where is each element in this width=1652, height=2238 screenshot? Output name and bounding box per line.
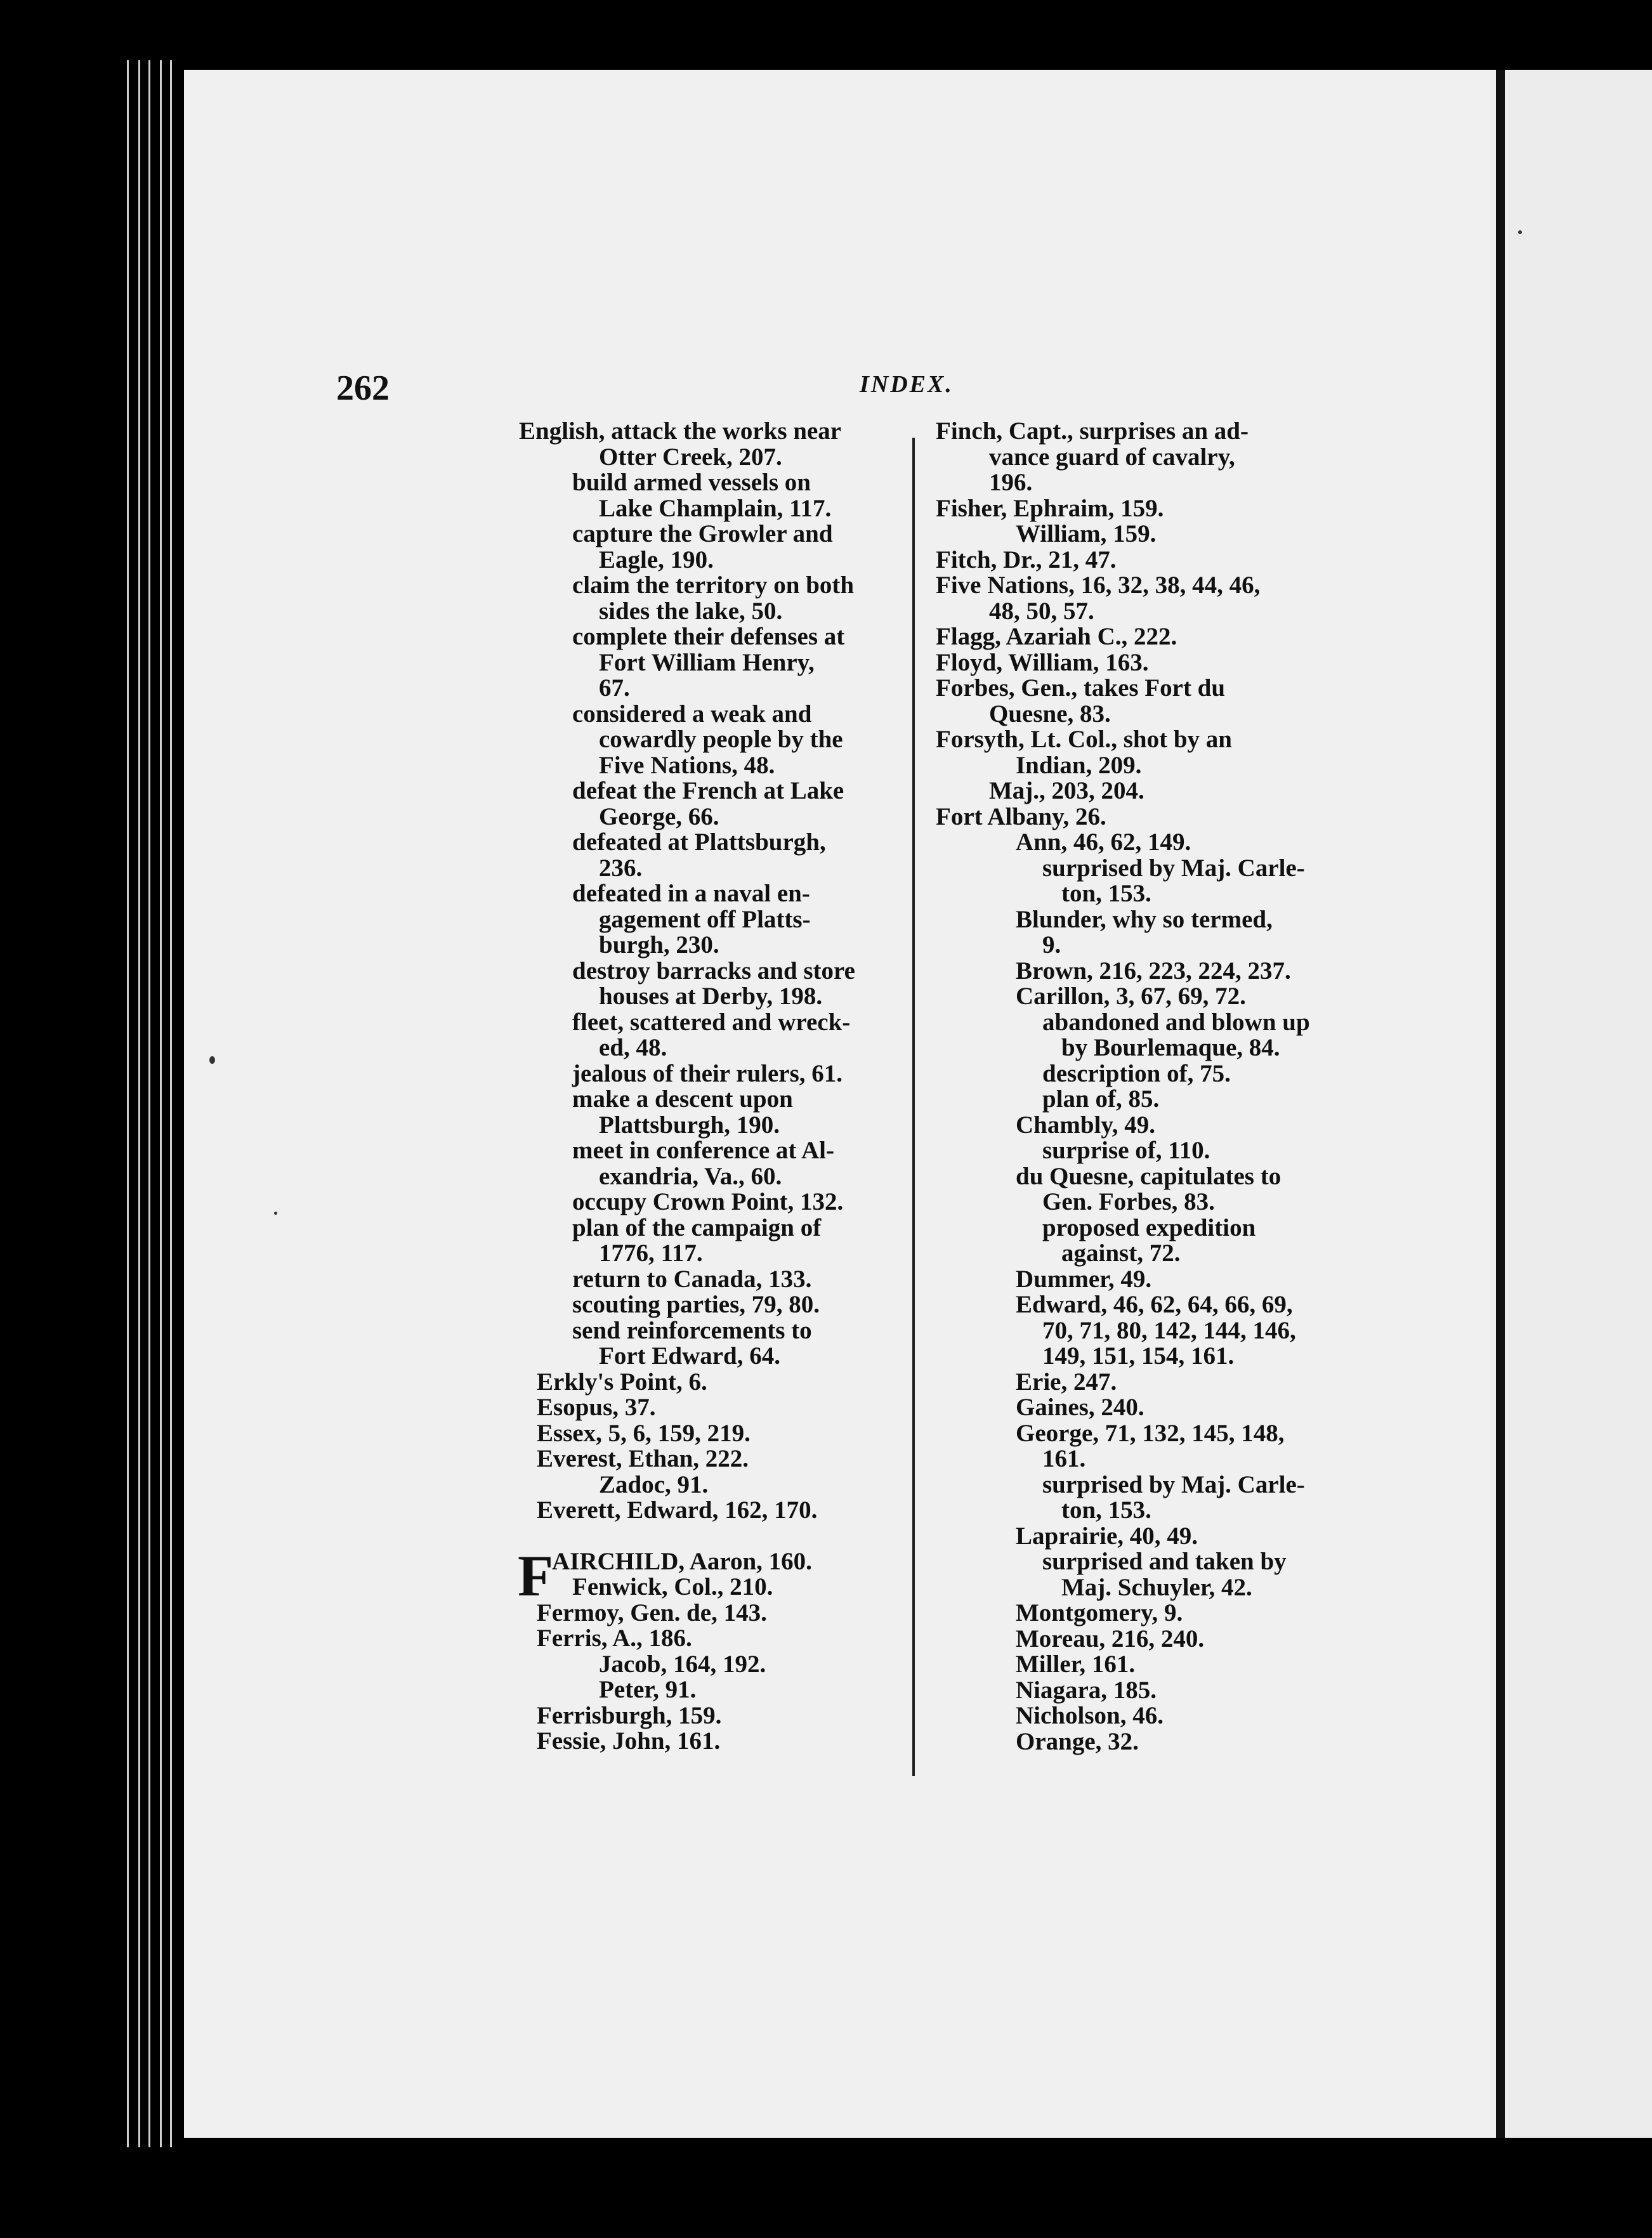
- index-entry-text: cowardly people by the: [599, 726, 843, 753]
- index-entry-text: Five Nations, 48.: [599, 751, 775, 779]
- index-column-right: [936, 419, 1316, 1755]
- index-entry: [936, 1061, 1316, 1087]
- drop-cap: F: [518, 1543, 554, 1608]
- index-entry: [519, 676, 900, 702]
- index-entry: [519, 984, 900, 1010]
- index-entry-text: Eagle, 190.: [599, 546, 714, 573]
- index-entry: [519, 1113, 900, 1139]
- index-entry-text: jealous of their rulers, 61.: [572, 1059, 843, 1087]
- index-entry-text: Essex, 5, 6, 159, 219.: [537, 1419, 751, 1447]
- index-entry-text: Indian, 209.: [1016, 751, 1142, 779]
- index-entry-text: Gaines, 240.: [1016, 1394, 1144, 1421]
- index-entry: [936, 1370, 1316, 1396]
- index-entry: [519, 702, 900, 728]
- index-entry-text: fleet, scattered and wreck-: [572, 1008, 851, 1036]
- index-entry: [519, 881, 900, 907]
- gutter: [1496, 70, 1505, 2138]
- index-entry-text: defeated at Plattsburgh,: [572, 828, 826, 856]
- index-entry-text: Miller, 161.: [1016, 1651, 1136, 1678]
- index-entry-text: Zadoc, 91.: [599, 1470, 709, 1498]
- index-entry-text: Everett, Edward, 162, 170.: [537, 1496, 818, 1524]
- speck-mark: [274, 1212, 277, 1215]
- index-entry: [519, 1189, 900, 1215]
- section-gap: [519, 1524, 900, 1549]
- index-entry-text: Peter, 91.: [599, 1676, 697, 1703]
- index-entry: [936, 984, 1316, 1010]
- index-entry: [519, 1446, 900, 1472]
- index-entry: [519, 1344, 900, 1370]
- index-entry-text: claim the territory on both: [572, 572, 855, 599]
- speck-mark: [1518, 230, 1522, 234]
- index-entry-text: 196.: [989, 469, 1033, 496]
- index-entry: [519, 959, 900, 985]
- index-entry: [936, 650, 1316, 676]
- index-entry-text: description of, 75.: [1042, 1059, 1231, 1087]
- index-entry-text: defeated in a naval en-: [572, 880, 810, 907]
- index-entry-text: send reinforcements to: [572, 1316, 812, 1344]
- index-entry-text: Quesne, 83.: [989, 700, 1111, 728]
- index-entry: [936, 1729, 1316, 1755]
- index-entry-text: 236.: [599, 854, 643, 882]
- index-entry: [519, 1370, 900, 1396]
- index-entry: [936, 881, 1316, 907]
- index-entry: [519, 1600, 900, 1626]
- index-entry: [936, 1010, 1316, 1036]
- index-entry-text: houses at Derby, 198.: [599, 983, 823, 1010]
- index-entry-text: against, 72.: [1061, 1240, 1181, 1267]
- facing-page-edge: [1505, 70, 1652, 2138]
- index-entry: [519, 573, 900, 599]
- index-entry: [519, 1318, 900, 1344]
- index-entry-text: Ann, 46, 62, 149.: [1016, 828, 1191, 856]
- index-entry: [519, 1164, 900, 1190]
- index-entry: [519, 1703, 900, 1729]
- index-entry-text: Esopus, 37.: [537, 1394, 656, 1421]
- index-entry: [519, 1472, 900, 1498]
- index-entry-text: Brown, 216, 223, 224, 237.: [1016, 957, 1291, 985]
- index-entry: [936, 573, 1316, 599]
- index-entry-text: scouting parties, 79, 80.: [572, 1291, 820, 1318]
- index-entry: [519, 778, 900, 804]
- index-entry: [936, 1087, 1316, 1113]
- index-entry-text: surprised by Maj. Carle-: [1042, 1470, 1305, 1498]
- index-entry: [936, 1189, 1316, 1215]
- index-entry: [519, 521, 900, 547]
- index-entry-text: Fitch, Dr., 21, 47.: [936, 546, 1117, 573]
- index-entry-text: defeat the French at Lake: [572, 777, 844, 804]
- index-entry-text: Everest, Ethan, 222.: [537, 1445, 749, 1472]
- index-entry-text: plan of the campaign of: [572, 1214, 822, 1241]
- index-entry: [519, 1138, 900, 1164]
- index-entry-text: Erie, 247.: [1016, 1368, 1117, 1396]
- speck-mark: [209, 1056, 215, 1064]
- index-entry: [519, 496, 900, 522]
- index-entry: [936, 1446, 1316, 1472]
- index-entry-text: Fort Albany, 26.: [936, 802, 1106, 830]
- index-entry: [936, 624, 1316, 650]
- index-entry-text: Flagg, Azariah C., 222.: [936, 623, 1177, 650]
- index-entry: [936, 753, 1316, 779]
- index-entry: [519, 1061, 900, 1087]
- index-entry: [519, 1241, 900, 1267]
- index-entry-text: sides the lake, 50.: [599, 597, 783, 625]
- index-entry: [519, 1574, 900, 1600]
- index-entry-text: Finch, Capt., surprises an ad-: [936, 417, 1249, 445]
- index-entry: [936, 1626, 1316, 1652]
- index-entry: [519, 1395, 900, 1421]
- index-entry: [519, 932, 900, 959]
- index-entry: [519, 624, 900, 650]
- index-entry: [519, 1087, 900, 1113]
- index-entry: [519, 1215, 900, 1241]
- index-entry-text: Fort William Henry,: [599, 648, 815, 676]
- index-entry: [936, 778, 1316, 804]
- index-entry: [936, 419, 1316, 445]
- index-entry-text: Ferris, A., 186.: [537, 1625, 692, 1652]
- index-entry-text: return to Canada, 133.: [572, 1265, 812, 1293]
- index-entry-text: gagement off Platts-: [599, 905, 811, 933]
- index-entry-text: Chambly, 49.: [1016, 1111, 1155, 1139]
- index-entry-text: Forsyth, Lt. Col., shot by an: [936, 726, 1232, 753]
- index-entry: [936, 1421, 1316, 1447]
- index-entry-text: Fenwick, Col., 210.: [572, 1573, 773, 1600]
- index-entry: [936, 1113, 1316, 1139]
- index-entry-text: du Quesne, capitulates to: [1016, 1162, 1282, 1190]
- index-entry-text: Nicholson, 46.: [1016, 1702, 1164, 1729]
- index-entry-text: Moreau, 216, 240.: [1016, 1625, 1205, 1652]
- index-entry: [519, 599, 900, 625]
- index-entry: [519, 419, 900, 445]
- index-entry: [936, 1600, 1316, 1626]
- running-head: INDEX.: [860, 371, 954, 398]
- index-entry: [936, 1318, 1316, 1344]
- index-entry-text: occupy Crown Point, 132.: [572, 1188, 844, 1215]
- index-entry: [519, 1035, 900, 1061]
- index-entry-text: Fisher, Ephraim, 159.: [936, 494, 1164, 522]
- index-entry-text: Dummer, 49.: [1016, 1265, 1152, 1293]
- index-entry-text: Orange, 32.: [1016, 1727, 1139, 1755]
- index-entry-text: Montgomery, 9.: [1016, 1599, 1183, 1626]
- index-entry-text: Ferrisburgh, 159.: [537, 1701, 722, 1729]
- index-entry: [519, 907, 900, 933]
- index-entry: [936, 702, 1316, 728]
- index-entry: [519, 1010, 900, 1036]
- index-entry-text: surprised and taken by: [1042, 1548, 1287, 1575]
- index-entry: [936, 1138, 1316, 1164]
- column-divider: [912, 438, 915, 1776]
- index-entry: [936, 1035, 1316, 1061]
- index-entry: [936, 1703, 1316, 1729]
- index-entry-text: 149, 151, 154, 161.: [1042, 1342, 1235, 1370]
- index-entry-text: destroy barracks and store: [572, 957, 855, 985]
- index-entry-text: Jacob, 164, 192.: [599, 1650, 766, 1678]
- index-entry-text: build armed vessels on: [572, 469, 811, 496]
- index-entry-text: Niagara, 185.: [1016, 1676, 1157, 1704]
- index-entry-text: Floyd, William, 163.: [936, 648, 1149, 676]
- index-entry-text: Erkly's Point, 6.: [537, 1368, 707, 1396]
- index-entry: [936, 521, 1316, 547]
- index-entry: [936, 1344, 1316, 1370]
- index-entry-text: 48, 50, 57.: [989, 597, 1094, 625]
- index-entry: [936, 1575, 1316, 1601]
- index-entry-text: Fessie, John, 161.: [537, 1727, 721, 1755]
- index-entry: [936, 470, 1316, 496]
- index-entry-text: George, 71, 132, 145, 148,: [1016, 1419, 1285, 1447]
- index-column-left: [519, 419, 900, 1755]
- index-entry: [936, 1164, 1316, 1190]
- index-entry-text: AIRCHILD, Aaron, 160.: [552, 1547, 812, 1575]
- index-entry: [519, 753, 900, 779]
- index-entry: [936, 599, 1316, 625]
- index-entry: [519, 445, 900, 471]
- index-entry: [936, 907, 1316, 933]
- index-entry: [936, 676, 1316, 702]
- index-entry-text: proposed expedition: [1042, 1214, 1256, 1241]
- index-entry-text: Maj. Schuyler, 42.: [1061, 1573, 1252, 1601]
- index-entry: [936, 727, 1316, 753]
- index-entry-text: surprised by Maj. Carle-: [1042, 854, 1305, 882]
- index-entry: [519, 470, 900, 496]
- index-entry-text: Carillon, 3, 67, 69, 72.: [1016, 983, 1246, 1010]
- index-entry-text: ton, 153.: [1061, 880, 1151, 907]
- index-entry-text: Lake Champlain, 117.: [599, 494, 832, 522]
- index-entry-text: 67.: [599, 674, 630, 702]
- index-entry-text: 1776, 117.: [599, 1240, 703, 1267]
- index-entry: [936, 1395, 1316, 1421]
- index-entry-text: plan of, 85.: [1042, 1085, 1160, 1113]
- index-entry: [936, 1292, 1316, 1318]
- index-entry: [519, 1626, 900, 1652]
- index-entry-text: by Bourlemaque, 84.: [1061, 1034, 1280, 1061]
- index-entry: [519, 1729, 900, 1755]
- page-number: 262: [336, 369, 390, 408]
- index-entry: [936, 932, 1316, 959]
- index-entry: [936, 1498, 1316, 1524]
- index-entry-text: burgh, 230.: [599, 931, 719, 959]
- index-entry: [519, 856, 900, 882]
- index-entry-text: Edward, 46, 62, 64, 66, 69,: [1016, 1291, 1293, 1318]
- index-entry: [519, 1292, 900, 1318]
- index-entry: [936, 547, 1316, 573]
- index-entry-text: Fort Edward, 64.: [599, 1342, 780, 1370]
- index-entry: [936, 804, 1316, 830]
- index-entry-text: Laprairie, 40, 49.: [1016, 1522, 1198, 1550]
- index-entry: [519, 1652, 900, 1678]
- index-entry-text: exandria, Va., 60.: [599, 1162, 782, 1190]
- index-entry-text: ton, 153.: [1061, 1496, 1151, 1524]
- index-entry-text: Forbes, Gen., takes Fort du: [936, 674, 1226, 702]
- index-entry: [519, 650, 900, 676]
- index-entry: [519, 727, 900, 753]
- index-entry-text: complete their defenses at: [572, 623, 845, 650]
- index-entry-text: 9.: [1042, 931, 1061, 959]
- index-entry-text: Plattsburgh, 190.: [599, 1111, 780, 1139]
- index-entry: [519, 804, 900, 830]
- index-entry: [519, 547, 900, 573]
- index-entry-text: Five Nations, 16, 32, 38, 44, 46,: [936, 572, 1261, 599]
- index-entry-text: vance guard of cavalry,: [989, 443, 1235, 471]
- index-entry: [936, 959, 1316, 985]
- index-entry-text: Gen. Forbes, 83.: [1042, 1188, 1215, 1215]
- index-entry-text: capture the Growler and: [572, 520, 833, 547]
- index-entry: [936, 1652, 1316, 1678]
- index-entry-text: George, 66.: [599, 802, 719, 830]
- index-entry-text: English, attack the works near: [519, 417, 842, 445]
- index-entry: [936, 1549, 1316, 1575]
- index-entry: [936, 496, 1316, 522]
- index-entry: [936, 856, 1316, 882]
- index-entry-text: 70, 71, 80, 142, 144, 146,: [1042, 1316, 1296, 1344]
- index-entry-text: abandoned and blown up: [1042, 1008, 1310, 1036]
- index-entry-text: surprise of, 110.: [1042, 1137, 1210, 1164]
- index-entry: [936, 830, 1316, 856]
- index-entry: [936, 1472, 1316, 1498]
- index-entry: [936, 1678, 1316, 1704]
- index-entry-text: Blunder, why so termed,: [1016, 905, 1273, 933]
- index-entry-text: make a descent upon: [572, 1085, 793, 1113]
- index-entry: [519, 1677, 900, 1703]
- index-entry: [519, 1498, 900, 1524]
- index-entry-text: meet in conference at Al-: [572, 1137, 834, 1164]
- index-entry-text: Maj., 203, 204.: [989, 777, 1144, 804]
- index-entry: [519, 830, 900, 856]
- index-entry: [936, 1215, 1316, 1241]
- index-entry-text: considered a weak and: [572, 700, 812, 728]
- index-entry: [936, 445, 1316, 471]
- index-entry: [519, 1267, 900, 1293]
- index-entry: [936, 1524, 1316, 1550]
- index-entry: [936, 1267, 1316, 1293]
- index-entry-text: Fermoy, Gen. de, 143.: [537, 1599, 767, 1626]
- index-entry-text: 161.: [1042, 1445, 1086, 1472]
- index-entry: [519, 1421, 900, 1447]
- index-entry: [936, 1241, 1316, 1267]
- index-entry-text: William, 159.: [1016, 520, 1157, 547]
- index-entry-text: Otter Creek, 207.: [599, 443, 782, 471]
- index-entry-text: ed, 48.: [599, 1034, 667, 1061]
